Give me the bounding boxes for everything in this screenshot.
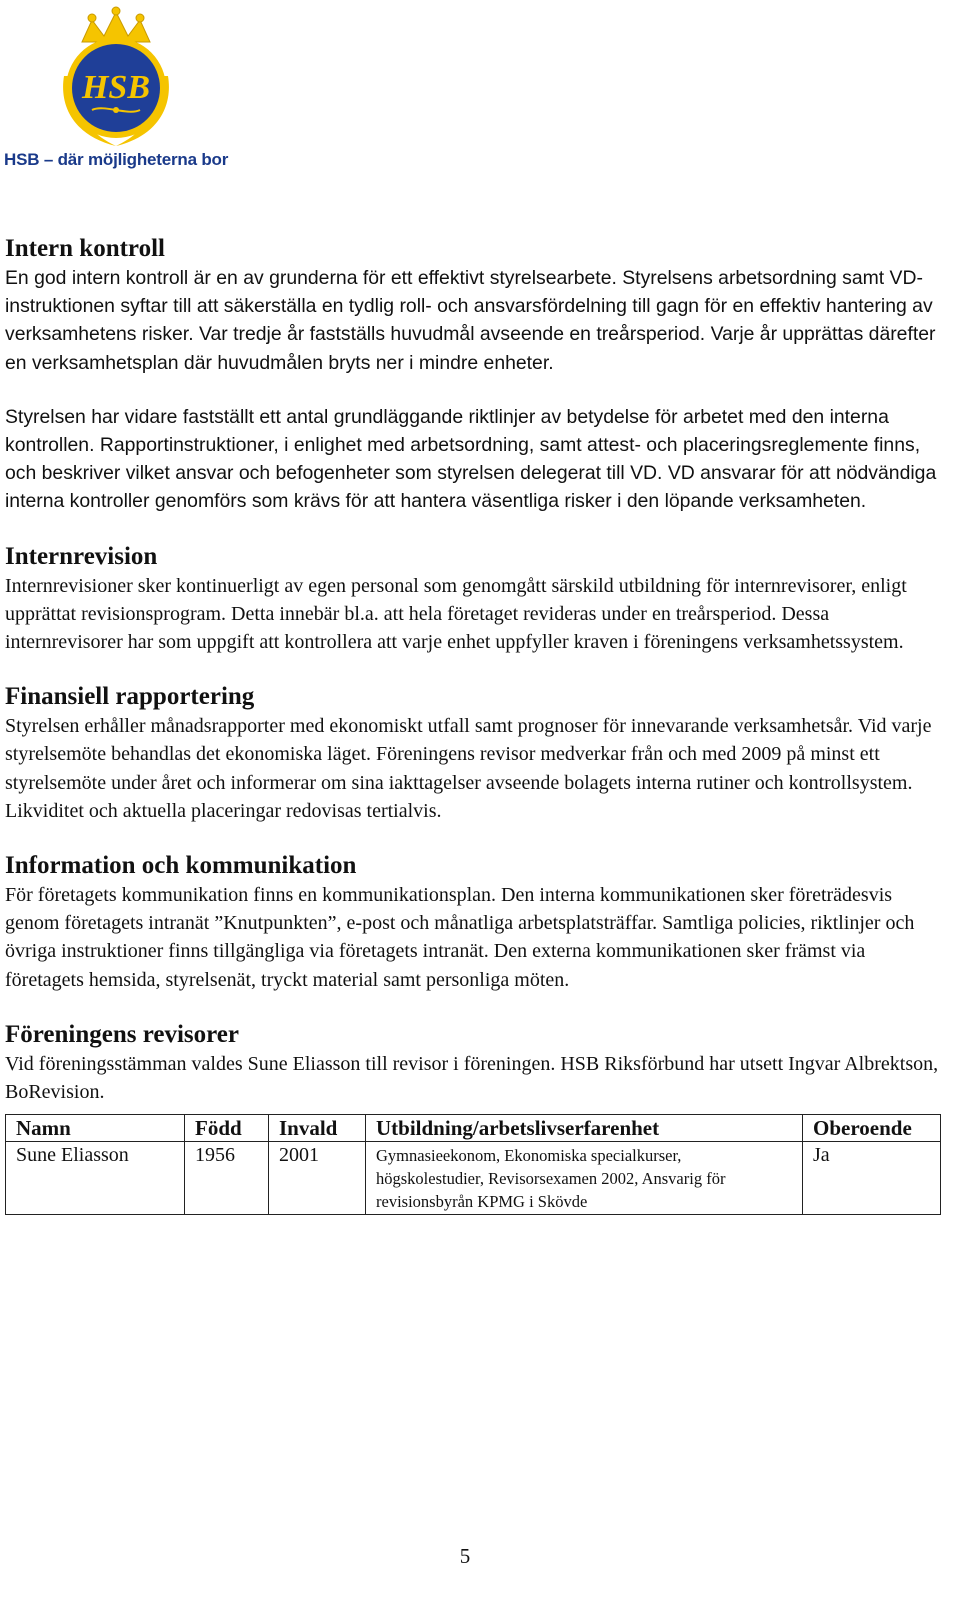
column-header-namn: Namn [6, 1115, 185, 1142]
section-paragraph: Styrelsen har vidare fastställt ett antal grundläggande riktlinjer av betydelse för arbetet med den interna kontrollen. Rapportinstruktioner, i enlighet med arbetsordning, samt attest- och placeringsreglemente finns, och beskriver vilket ansvar och befogenheter som styrelsen delegerat till VD. VD ansvarar för att nödvändiga interna kontroller genomförs som krävs för att hantera väsentliga risker i den löpande verksamheten. [5, 405, 937, 513]
hsb-emblem-icon [4, 6, 244, 156]
svg-text:HSB: HSB [81, 69, 151, 106]
section-information-kommunikation [5, 851, 941, 994]
table-cell: Ja [803, 1142, 941, 1215]
logo-tagline: HSB – där möjligheterna bor [4, 150, 229, 169]
column-header-utbildning: Utbildning/arbetslivserfarenhet [366, 1115, 803, 1142]
column-header-invald: Invald [269, 1115, 366, 1142]
table-cell: Gymnasieekonom, Ekonomiska specialkurser, högskolestudier, Revisorsexamen 2002, Ansvarig för revisionsbyrån KPMG i Skövde [366, 1142, 803, 1215]
table-row [6, 1142, 941, 1215]
revisor-table [5, 1114, 941, 1215]
column-header-fodd: Född [185, 1115, 269, 1142]
document-body [5, 234, 941, 1241]
section-paragraph: Internrevisioner sker kontinuerligt av egen personal som genomgått särskild utbildning för internrevisorer, enligt upprättat revisionsprogram. Detta innebär bl.a. att hela företaget revideras under en treårsperiod. Dessa internrevisorer har som uppgift att kontrollera att varje enhet uppfyller kraven i föreningens verksamhetssystem. [5, 574, 907, 654]
section-intern-kontroll [5, 234, 941, 516]
section-paragraph: En god intern kontroll är en av grunderna för ett effektivt styrelsearbete. Styrelsens arbetsordning samt VD-instruktionen syftar till att säkerställa en tydlig roll- och ansvarsfördelning till gagn för en effektiv hantering av verksamhetens risker. Var tredje år fastställs huvudmål avseende en treårsperiod. Varje år upprättas därefter en verksamhetsplan där huvudmålen bryts ner i mindre enheter. [5, 267, 936, 374]
section-heading: Internrevision [5, 542, 158, 570]
page-number: 5 [459, 1544, 471, 1568]
table-cell: 1956 [185, 1142, 269, 1215]
section-internrevision [5, 542, 941, 657]
section-heading: Intern kontroll [5, 235, 165, 262]
section-paragraph: Styrelsen erhåller månadsrapporter med ekonomiskt utfall samt prognoser för innevarande verksamhetsår. Vid varje styrelsemöte behandlas det ekonomiska läget. Föreningens revisor medverkar från och med 2009 på minst ett styrelsemöte under året och informerar om sina iakttagelser avseende bolagets interna rutiner och kontrollsystem. Likviditet och aktuella placeringar redovisas tertialvis. [5, 715, 932, 822]
section-heading: Föreningens revisorer [5, 1020, 239, 1048]
table-header-row [6, 1115, 941, 1142]
table-cell: 2001 [269, 1142, 366, 1215]
table-cell: Sune Eliasson [6, 1142, 185, 1215]
section-finansiell-rapportering [5, 682, 941, 825]
section-heading: Finansiell rapportering [5, 683, 255, 711]
section-heading: Information och kommunikation [5, 852, 357, 880]
section-foreningens-revisorer [5, 1020, 941, 1215]
column-header-oberoende: Oberoende [803, 1115, 941, 1142]
section-paragraph: Vid föreningsstämman valdes Sune Eliasson till revisor i föreningen. HSB Riksförbund har utsett Ingvar Albrektson, BoRevision. [5, 1052, 939, 1104]
section-paragraph: För företagets kommunikation finns en kommunikationsplan. Den interna kommunikationen sker företrädesvis genom företagets intranät ”Knutpunkten”, e-post och månatliga arbetsplatsträffar. Samtliga policies, riktlinjer och övriga instruktioner finns tillgängliga via företagets intranät. Den externa kommunikationen sker främst via företagets hemsida, styrelsenät, tryckt material samt personliga möten. [5, 884, 915, 991]
